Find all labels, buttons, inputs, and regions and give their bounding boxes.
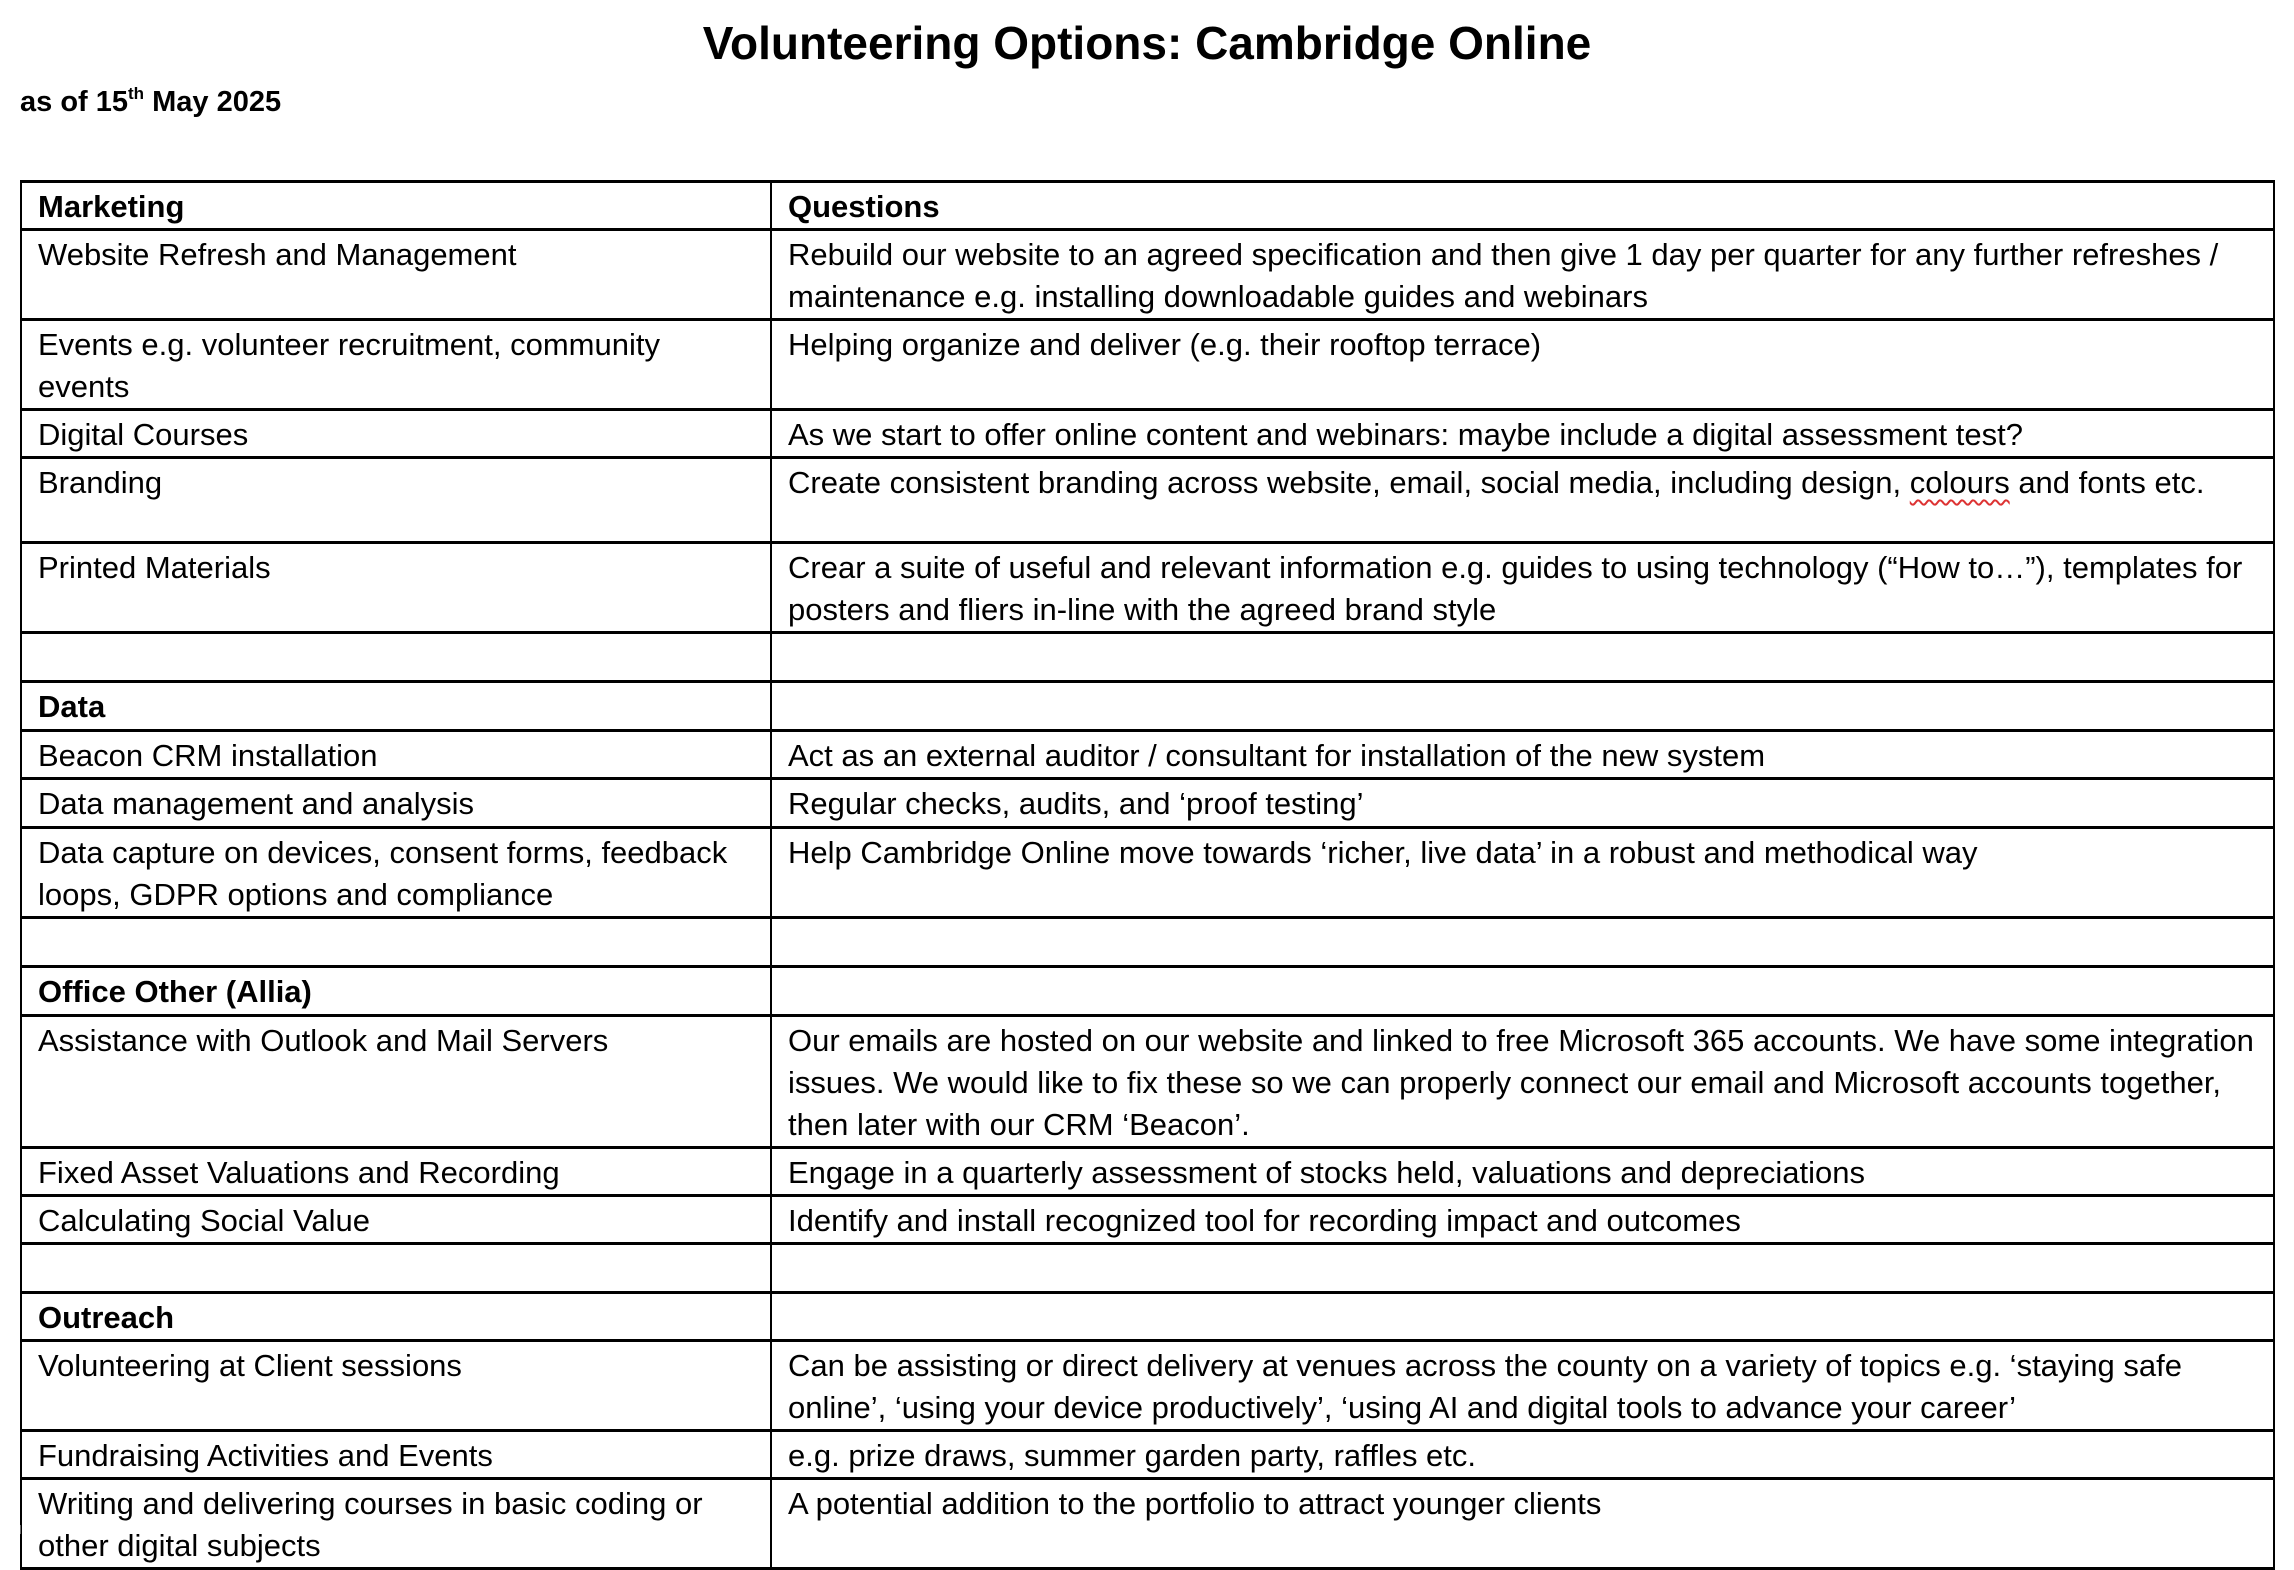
date-suffix: May 2025	[144, 86, 282, 118]
table-row	[21, 779, 2274, 828]
option-description: Help Cambridge Online move towards ‘richer, live data’ in a robust and methodical way	[771, 828, 2274, 918]
option-name	[21, 1244, 771, 1293]
option-description	[771, 918, 2274, 967]
section-heading: Outreach	[21, 1293, 771, 1341]
option-name: Data capture on devices, consent forms, feedback loops, GDPR options and compliance	[21, 828, 771, 918]
table-row	[21, 1341, 2274, 1431]
document-date	[20, 86, 281, 119]
option-name: Events e.g. volunteer recruitment, community events	[21, 320, 771, 410]
option-description: Crear a suite of useful and relevant information e.g. guides to using technology (“How to…”), templates for posters and fliers in-line with the agreed brand style	[771, 543, 2274, 633]
option-description: Helping organize and deliver (e.g. their rooftop terrace)	[771, 320, 2274, 410]
spacer-row	[21, 918, 2274, 967]
option-description: Regular checks, audits, and ‘proof testing’	[771, 779, 2274, 828]
table-row	[21, 1148, 2274, 1196]
table-header-row	[21, 182, 2274, 230]
section-heading: Data	[21, 682, 771, 731]
volunteering-options-table	[20, 180, 2275, 1570]
table-row	[21, 828, 2274, 918]
option-name: Printed Materials	[21, 543, 771, 633]
table-row	[21, 731, 2274, 779]
table-row	[21, 543, 2274, 633]
document-title: Volunteering Options: Cambridge Online	[702, 17, 1592, 69]
description-text: Create consistent branding across website, email, social media, including design,	[788, 465, 1910, 500]
table-row	[21, 230, 2274, 320]
header-questions: Questions	[771, 182, 2274, 230]
option-name: Data management and analysis	[21, 779, 771, 828]
option-description	[771, 967, 2274, 1016]
description-text: and fonts etc.	[2009, 465, 2205, 500]
option-name: Digital Courses	[21, 410, 771, 458]
option-name: Fixed Asset Valuations and Recording	[21, 1148, 771, 1196]
section-heading-row	[21, 967, 2274, 1016]
table-row	[21, 410, 2274, 458]
table-row	[21, 1016, 2274, 1148]
option-description: Engage in a quarterly assessment of stocks held, valuations and depreciations	[771, 1148, 2274, 1196]
date-prefix: as of 15	[20, 86, 128, 118]
date-ordinal: th	[128, 84, 145, 103]
spacer-row	[21, 633, 2274, 682]
option-description	[771, 458, 2274, 543]
table-row	[21, 1479, 2274, 1569]
header-category: Marketing	[21, 182, 771, 230]
spacer-row	[21, 1244, 2274, 1293]
table-row	[21, 320, 2274, 410]
option-name: Website Refresh and Management	[21, 230, 771, 320]
option-name: Volunteering at Client sessions	[21, 1341, 771, 1431]
spellcheck-flagged-word[interactable]: colours	[1909, 465, 2010, 500]
option-description	[771, 682, 2274, 731]
option-name	[21, 633, 771, 682]
option-description: A potential addition to the portfolio to attract younger clients	[771, 1479, 2274, 1569]
option-description: e.g. prize draws, summer garden party, raffles etc.	[771, 1431, 2274, 1479]
table-row	[21, 458, 2274, 543]
option-name: Calculating Social Value	[21, 1196, 771, 1244]
option-description	[771, 633, 2274, 682]
option-description: Can be assisting or direct delivery at venues across the county on a variety of topics e.g. ‘staying safe online’, ‘using your device productively’, ‘using AI and digital tools to advance your career’	[771, 1341, 2274, 1431]
option-description: Act as an external auditor / consultant for installation of the new system	[771, 731, 2274, 779]
option-name: Beacon CRM installation	[21, 731, 771, 779]
option-description: Rebuild our website to an agreed specification and then give 1 day per quarter for any further refreshes / maintenance e.g. installing downloadable guides and webinars	[771, 230, 2274, 320]
option-description	[771, 1244, 2274, 1293]
table-row	[21, 1431, 2274, 1479]
option-description: Identify and install recognized tool for recording impact and outcomes	[771, 1196, 2274, 1244]
section-heading-row	[21, 682, 2274, 731]
section-heading: Office Other (Allia)	[21, 967, 771, 1016]
option-description: Our emails are hosted on our website and linked to free Microsoft 365 accounts. We have some integration issues. We would like to fix these so we can properly connect our email and Microsoft accounts together, then later with our CRM ‘Beacon’.	[771, 1016, 2274, 1148]
option-name: Assistance with Outlook and Mail Servers	[21, 1016, 771, 1148]
page-edge-mark	[20, 1525, 21, 1534]
section-heading-row	[21, 1293, 2274, 1341]
table-row	[21, 1196, 2274, 1244]
option-description: As we start to offer online content and webinars: maybe include a digital assessment test?	[771, 410, 2274, 458]
option-name: Branding	[21, 458, 771, 543]
option-name: Fundraising Activities and Events	[21, 1431, 771, 1479]
option-name	[21, 918, 771, 967]
option-description	[771, 1293, 2274, 1341]
option-name: Writing and delivering courses in basic coding or other digital subjects	[21, 1479, 771, 1569]
